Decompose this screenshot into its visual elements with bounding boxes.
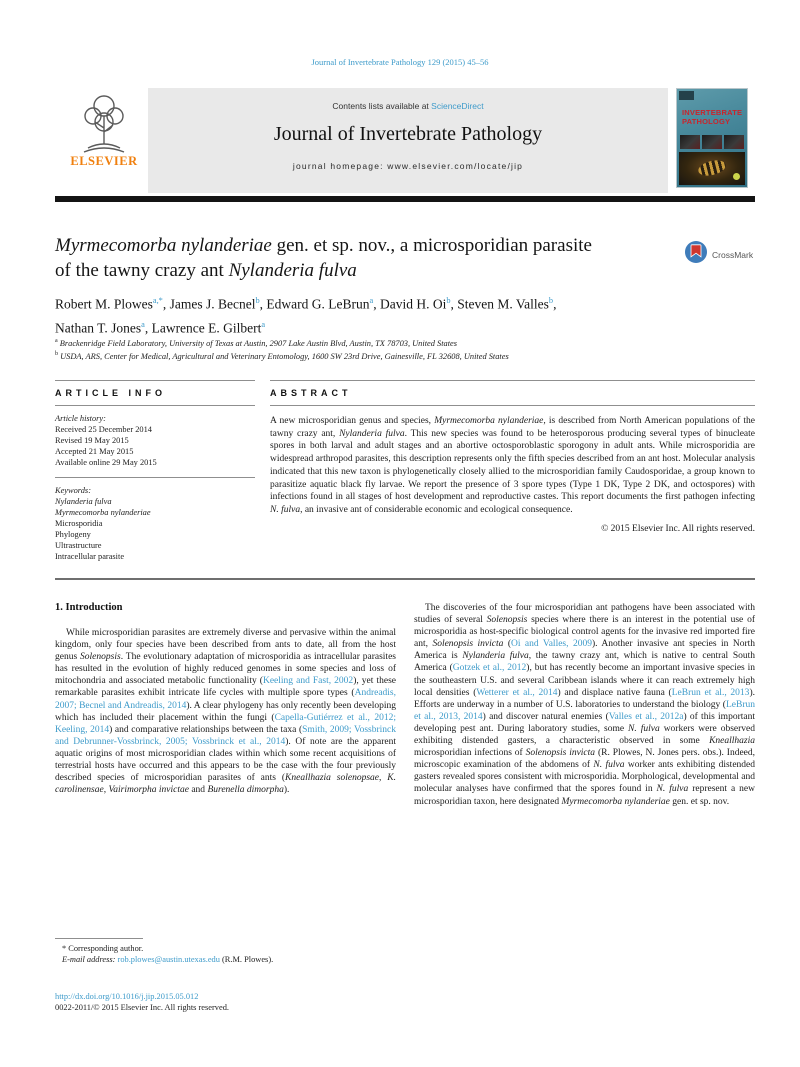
article-history-label: Article history: [55, 414, 106, 423]
rule [270, 405, 755, 406]
keyword: Phylogeny [55, 530, 91, 539]
citation-link[interactable]: LeBrun et al., 2013 [671, 687, 750, 698]
keyword: Nylanderia fulva [55, 497, 112, 506]
author-line-1: Robert M. Plowes$^{a,*}$, James J. Becnel$^b$, Edward G. LeBrun$^a$, David H. Oi$^b$, Steven M. Valles$^b$, [55, 296, 557, 312]
journal-homepage-line [148, 161, 668, 171]
elsevier-tree-icon [60, 92, 148, 156]
sciencedirect-link[interactable]: ScienceDirect [431, 101, 484, 111]
homepage-url-link[interactable]: www.elsevier.com/locate/jip [387, 161, 524, 171]
crossmark-icon [684, 240, 708, 269]
article-title-line1: Myrmecomorba nylanderiae gen. et sp. nov., a microsporidian parasite [55, 235, 592, 256]
citation-link[interactable]: Andreadis, 2007; Becnel and Andreadis, 2014 [55, 688, 396, 711]
abstract-heading: ABSTRACT [270, 388, 352, 398]
history-received: Received 25 December 2014 [55, 425, 152, 434]
keyword: Ultrastructure [55, 541, 102, 550]
cover-publisher-dot [733, 173, 740, 180]
citation-link[interactable]: rob.plowes@austin.utexas.edu [117, 955, 220, 964]
abstract-text: A new microsporidian genus and species, Myrmecomorba nylanderiae, is described from North American populations of the tawny crazy ant, Nylanderia fulva. This new species was found to be heterosporous producing several types of binucleate spores in both larval and adult stages and an abortive octosporoblastic sporogony in adult ants. While microsporidia are widespread arthropod parasites, this description represents only the fifth species described from an ant host. Molecular analysis indicated that this new taxon is phylogenetically closely allied to the microsporidian family Caudosporidae, a group known to parasitize aquatic black fly larvae. We report the presence of 3 spore types (Type 1 DK, Type 2 DK, and octospores) with infections found in all stages of host development and reproductive castes. This report documents the first pathogen infecting N. fulva, an invasive ant of considerable economic and ecological consequence. [270, 416, 755, 515]
author-list [55, 291, 720, 338]
cover-corner-tag [679, 91, 694, 100]
cover-bee-photo [679, 152, 745, 185]
journal-title: Journal of Invertebrate Pathology [273, 123, 543, 145]
abstract-copyright: © 2015 Elsevier Inc. All rights reserved. [601, 523, 755, 534]
article-info-heading: ARTICLE INFO [55, 388, 166, 398]
affiliation-a: $^a$ Brackenridge Field Laboratory, University of Texas at Austin, 2907 Lake Austin Blvd, Austin, TX 78703, United States [55, 338, 458, 348]
footnote-block [55, 938, 396, 965]
citation-link[interactable]: Keeling and Fast, 2002 [262, 676, 354, 687]
cover-title: INVERTEBRATE PATHOLOGY [682, 108, 743, 126]
citation-link[interactable]: Gotzek et al., 2012 [452, 663, 527, 674]
cover-photo-strip [680, 135, 744, 149]
article-info-column [55, 380, 255, 562]
intro-paragraph-right: The discoveries of the four microsporidian ant pathogens have been associated with studies of several Solenopsis species where there is an interest in the potential use of microsporidia as host-specific biological control agents for the invasive red imported fire ant, Solenopsis invicta (Oi and Valles, 2009). Another invasive ant species in North America is Nylanderia fulva, the tawny crazy ant, which is native to central South America (Gotzek et al., 2012), but has recently become an important invasive species in the southeastern U.S. and several Caribbean islands where it can reach extremely high local densities (Wetterer et al., 2014) and displace native fauna (LeBrun et al., 2013). Efforts are underway in a number of U.S. laboratories to understand the biology (LeBrun et al., 2013, 2014) and discover natural enemies (Valles et al., 2012a) of this important developing pest ant. During laboratory studies, some N. fulva workers were observed exhibiting distended gasters, a characteristic observed in some Kneallhazia microsporidian infections of Solenopsis invicta (R. Plowes, N. Jones pers. obs.). Indeed, microscopic examination of the abdomens of N. fulva worker ants exhibiting distended gasters revealed spores consistent with microsporidia. Morphological, developmental and molecular analyses have confirmed that the spores found in N. fulva represent a new microsporidian taxon, here designated Myrmecomorba nylanderiae gen. et sp. nov. [414, 603, 756, 807]
body-right-column [414, 602, 755, 808]
citation-link[interactable]: Valles et al., 2012a [608, 711, 684, 722]
keyword: Myrmecomorba nylanderiae [55, 508, 151, 517]
banner-center [148, 88, 668, 193]
rule [55, 380, 255, 381]
header-divider-bar [55, 196, 755, 202]
citation-link[interactable]: Capella-Gutiérrez et al., 2012; Keeling, 2014 [55, 712, 396, 735]
corresponding-author-note: * Corresponding author. [62, 944, 144, 953]
article-title-line2: of the tawny crazy ant Nylanderia fulva [55, 260, 357, 281]
rule [55, 405, 255, 406]
homepage-label: journal homepage: [292, 161, 388, 171]
citation-link[interactable]: Smith, 2009; Vossbrinck and Debrunner-Vossbrinck, 2005; Vossbrinck et al., 2014 [55, 724, 396, 747]
citation-link[interactable]: Oi and Valles, 2009 [510, 639, 592, 650]
abstract-column [270, 380, 755, 534]
abstract-bottom-rule [55, 578, 755, 580]
doi-link[interactable]: http://dx.doi.org/10.1016/j.jip.2015.05.012 [55, 992, 199, 1001]
history-accepted: Accepted 21 May 2015 [55, 447, 134, 456]
rule [55, 477, 255, 478]
rule [270, 380, 755, 381]
author-line-2: Nathan T. Jones$^a$, Lawrence E. Gilbert$^a$ [55, 319, 266, 335]
section-heading-introduction: 1. Introduction [55, 602, 123, 613]
intro-paragraph-left: While microsporidian parasites are extremely diverse and pervasive within the animal kingdom, only four species have been described from ants to date, all from the host genus Solenopsis. The evolutionary adaptation of microsporidia as intracellular parasites has resulted in the evolution of highly reduced genomes in some species and loss of mitochondria and associated metabolic functionality (Keeling and Fast, 2002), yet these remarkable parasites exhibit intricate life cycles with multiple spore types (Andreadis, 2007; Becnel and Andreadis, 2014). A clear phylogeny has only recently been developing which has included their placement within the fungi (Capella-Gutiérrez et al., 2012; Keeling, 2014) and comparative relationships between the taxa (Smith, 2009; Vossbrinck and Debrunner-Vossbrinck, 2005; Vossbrinck et al., 2014). Of note are the apparent aquatic origins of most microsporidian clades within which some recent acquisitions of terrestrial hosts have occurred and this appears to be the case with the four previously described species of microsporidian parasites of ants (Kneallhazia solenopsae, K. carolinensae, Vairimorpha invictae and Burenella dimorpha). [55, 628, 397, 796]
journal-header-banner [60, 88, 668, 193]
journal-citation: Journal of Invertebrate Pathology 129 (2015) 45–56 [311, 57, 489, 67]
article-title [55, 233, 695, 283]
journal-cover-thumbnail[interactable] [676, 88, 748, 188]
body-left-column [55, 602, 396, 796]
email-note: E-mail address: rob.plowes@austin.utexas.edu (R.M. Plowes). [62, 955, 274, 964]
crossmark-badge[interactable] [684, 240, 776, 269]
keyword: Intracellular parasite [55, 552, 125, 561]
history-revised: Revised 19 May 2015 [55, 436, 129, 445]
keyword: Microsporidia [55, 519, 103, 528]
bee-icon [697, 158, 728, 178]
contents-prefix: Contents lists available at [332, 101, 432, 111]
history-online: Available online 29 May 2015 [55, 458, 157, 467]
keywords-label: Keywords: [55, 486, 91, 495]
citation-link[interactable]: Wetterer et al., 2014 [476, 687, 558, 698]
contents-line [148, 101, 668, 111]
elsevier-logo[interactable] [60, 88, 148, 193]
affiliations [55, 336, 715, 363]
crossmark-label: CrossMark [712, 249, 754, 260]
elsevier-wordmark: ELSEVIER [70, 154, 138, 168]
footnote-rule [55, 938, 143, 939]
issn-copyright-line: 0022-2011/© 2015 Elsevier Inc. All rights reserved. [55, 1003, 229, 1012]
affiliation-b: $^b$ USDA, ARS, Center for Medical, Agricultural and Veterinary Entomology, 1600 SW 23rd Drive, Gainesville, FL 32608, United States [55, 351, 509, 362]
citation-link[interactable]: LeBrun et al., 2013, 2014 [414, 699, 755, 722]
